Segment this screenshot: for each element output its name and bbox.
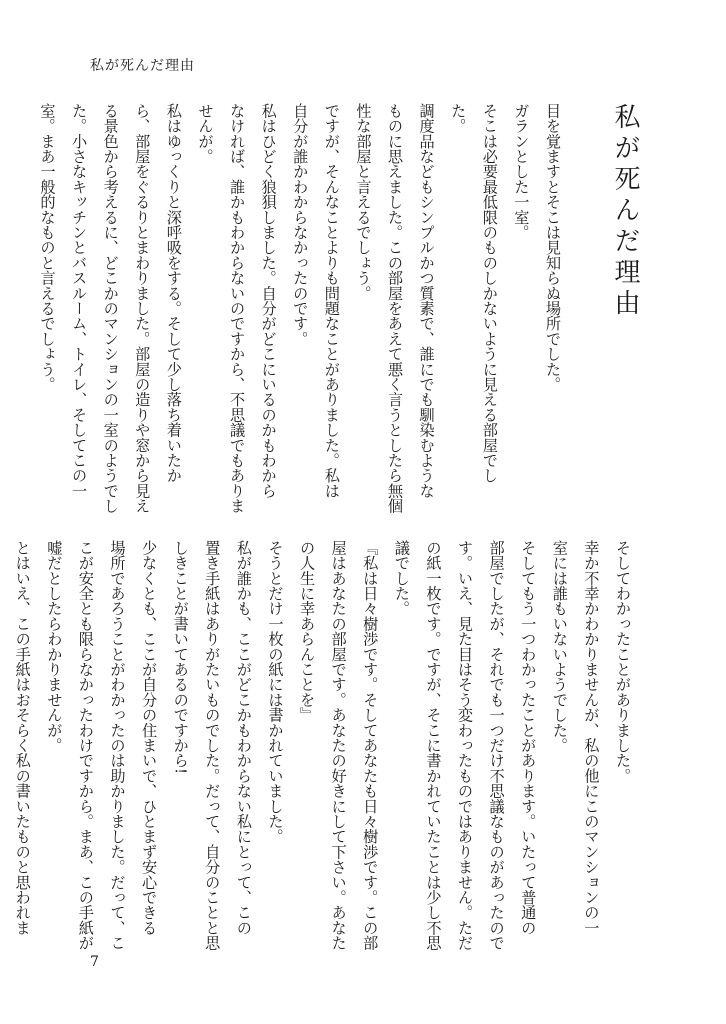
text-line: 室には誰もいないようでした。 — [550, 540, 569, 753]
text-line: 調度品などもシンプルかつ質素で、誰にでも馴染むような — [417, 103, 436, 499]
text-line: る景色から考えるに、どこかのマンションの一室のようでし — [101, 103, 120, 514]
body-text-bottom — [6, 540, 638, 951]
text-line: そうとだけ一枚の紙には書かれていました。 — [266, 540, 285, 844]
text-line: せんが。 — [196, 103, 215, 164]
running-header: 私が死んだ理由 — [90, 58, 195, 74]
chapter-title: 私が死んだ理由 — [610, 103, 640, 320]
text-line: の人生に幸あらんことを』 — [298, 540, 317, 723]
text-line: の紙一枚です。ですが、そこに書かれていたことは少し不思 — [424, 540, 443, 951]
body-text-top — [31, 103, 568, 514]
text-line: 私が誰かも、ここがどこかもわからない私にとって、この — [234, 540, 253, 936]
text-line: 場所であろうことがわかったのは助かりました。だって、こ — [108, 540, 127, 951]
text-line: た。小さなキッチンとバスルーム、トイレ、そしてこの一 — [70, 103, 89, 499]
text-line: 目を覚ますとそこは見知らぬ場所でした。 — [544, 103, 562, 392]
text-line: こが安全とも限らなかったわけですから。まあ、この手紙が — [76, 540, 95, 951]
text-line: 『私は日々樹渉です。そしてあなたも日々樹渉です。この部 — [361, 540, 380, 951]
text-line: しきことが書いてあるのですから! — [171, 540, 190, 775]
text-line: 置き手紙はありがたいものでした。だって、自分のことと思 — [203, 540, 222, 951]
text-line: 私はひどく狼狽しました。自分がどこにいるのかもわから — [259, 103, 278, 499]
text-line: 少なくとも、ここが自分の住まいで、ひとまず安心できる — [140, 540, 159, 936]
text-line: そこは必要最低限のものしかないように見える部屋でし — [480, 103, 499, 483]
text-line: 嘘だとしたらわかりませんが。 — [45, 540, 64, 753]
text-line: 部屋でしたが、それでも一つだけ不思議なものがあったので — [487, 540, 506, 951]
text-line: ガランとした一室。 — [512, 103, 531, 240]
text-line: 室。まあ一般的なものと言えるでしょう。 — [38, 103, 57, 392]
text-line: ですが、そんなことよりも問題なことがありました。私は — [322, 103, 341, 499]
text-line: す。いえ、見た目はそう変わったものではありません。ただ — [456, 540, 475, 951]
text-line: 屋はあなたの部屋です。あなたの好きにして下さい。あなた — [329, 540, 348, 951]
text-line: ら、部屋をぐるりとまわりました。部屋の造りや窓から見え — [133, 103, 152, 514]
text-line: とはいえ、この手紙はおそらく私の書いたものと思われま — [13, 540, 32, 936]
text-line: そしてもう一つわかったことがあります。いたって普通の — [519, 540, 538, 936]
text-line: 議でした。 — [392, 540, 411, 616]
text-line: そしてわかったことがありました。 — [614, 540, 632, 784]
text-line: 幸か不幸かわかりませんが、私の他にこのマンションの一 — [582, 540, 601, 936]
text-line: 私はゆっくりと深呼吸をする。そして少し落ち着いたか — [164, 103, 183, 483]
text-line: ものに思えました。この部屋をあえて悪く言うとしたら無個 — [386, 103, 405, 514]
page-number: 7 — [90, 954, 99, 970]
text-line: 自分が誰かわからなかったのです。 — [291, 103, 310, 347]
text-line: た。 — [449, 103, 468, 134]
text-line: 性な部屋と言えるでしょう。 — [354, 103, 373, 301]
text-line: なければ、誰かもわからないのですから、不思議でもありま — [228, 103, 247, 514]
